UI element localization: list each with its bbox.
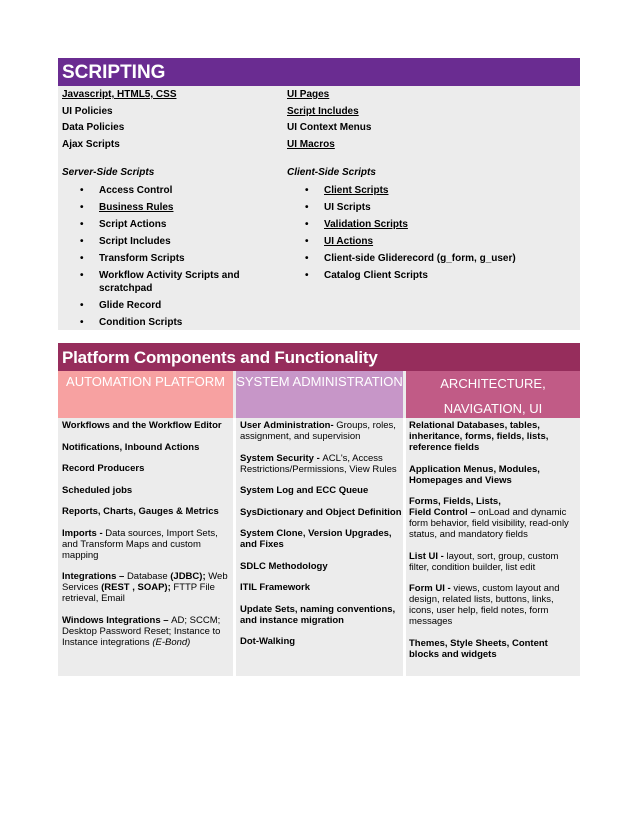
bullet-icon: • [80,236,84,247]
bullet-icon: • [305,253,309,264]
item-label: Catalog Client Scripts [324,270,428,281]
item-label: UI Scripts [324,202,371,213]
bullet-icon: • [80,317,84,328]
list-item [287,269,577,282]
list-item [62,218,287,231]
item-title: Forms, Fields, Lists, [409,496,501,507]
list-item [409,551,579,573]
ui-policies-label: UI Policies [62,105,113,117]
list-item [62,485,230,496]
list-item [62,201,287,214]
item-title: SDLC Methodology [240,560,328,572]
list-item [62,184,287,197]
link-validation-scripts[interactable]: Validation Scripts [324,219,408,230]
server-side-list [62,184,287,329]
item-title: Application Menus, Modules, Homepages and Views [409,463,540,486]
item-body: Database [126,571,171,582]
system-administration-header: SYSTEM ADMINISTRATION [236,371,403,418]
bullet-icon: • [80,219,84,230]
ajax-scripts-label: Ajax Scripts [62,138,120,150]
item-title: Integrations – [62,571,127,582]
link-client-scripts[interactable]: Client Scripts [324,185,389,196]
item-title: List UI - [409,550,447,562]
item-title: Workflows and the Workflow Editor [62,420,222,431]
scripting-title: SCRIPTING [58,58,580,86]
bullet-icon: • [80,270,84,281]
item-body: Groups, roles, assignment, and supervision [240,420,396,442]
list-item [240,528,403,550]
link-ui-actions[interactable]: UI Actions [324,236,374,247]
list-item [62,269,287,295]
item-title: Windows Integrations – [62,614,172,626]
client-side-list [287,184,577,282]
bullet-icon: • [305,219,309,230]
link-script-includes[interactable]: Script Includes [287,105,359,117]
item-title: Form UI - [409,583,454,594]
bullet-icon: • [80,253,84,264]
item-title: System Clone, Version Upgrades, and Fixes [240,528,392,550]
platform-title: Platform Components and Functionality [58,343,580,371]
list-item [62,420,230,431]
item-label: Transform Scripts [99,253,185,264]
list-item [62,615,230,648]
item-title: System Log and ECC Queue [240,485,369,496]
automation-platform-header: AUTOMATION PLATFORM [58,371,233,418]
item-title: Notifications, Inbound Actions [62,441,200,453]
item-title: Imports - [62,527,106,539]
list-item [240,485,403,496]
automation-column [62,420,230,658]
item-body: onLoad and dynamic form behavior, field visibility, read-only status, and mandatory fields [409,507,569,540]
item-title: System Security - [240,452,323,464]
scripting-section [58,58,580,330]
list-item [240,604,403,626]
item-title: Themes, Style Sheets, Content blocks and widgets [409,637,548,660]
item-body: views, custom layout and design, related lists, buttons, links, icons, user help, field notes, form messages [409,583,560,627]
item-title: ITIL Framework [240,582,311,593]
item-label: Glide Record [99,300,162,311]
item-label: Client-side Gliderecord (g_form, g_user) [324,253,516,264]
bullet-icon: • [80,300,84,311]
list-item [287,235,577,248]
bullet-icon: • [80,185,84,196]
list-item [287,252,577,265]
link-javascript-html5-css[interactable]: Javascript, HTML5, CSS [62,89,177,100]
item-label: Script Actions [99,219,167,230]
list-item [240,636,403,647]
item-title: Update Sets, naming conventions, and instance migration [240,603,396,626]
bullet-icon: • [305,202,309,213]
list-item [409,638,579,660]
list-item [409,420,579,453]
bullet-icon: • [80,202,84,213]
item-label: Workflow Activity Scripts and scratchpad [99,270,240,294]
item-title: Dot-Walking [240,636,296,647]
column-divider [403,418,406,676]
architecture-column [409,420,579,670]
link-ui-pages[interactable]: UI Pages [287,89,330,100]
item-title: Scheduled jobs [62,484,133,496]
item-title: Reports, Charts, Gauges & Metrics [62,506,219,517]
item-body: ACL's, Access Restrictions/Permissions, View Rules [240,452,397,475]
list-item [62,316,287,329]
bullet-icon: • [305,185,309,196]
item-title: Field Control – [409,507,479,518]
list-item [62,235,287,248]
list-item [62,442,230,453]
item-emphasis: (REST , SOAP); [101,582,171,593]
list-item [409,583,579,627]
list-item [62,528,230,561]
list-item [240,420,403,442]
list-item [287,218,577,231]
link-business-rules[interactable]: Business Rules [99,202,174,213]
list-item [62,463,230,474]
item-emphasis: (E-Bond) [152,636,191,648]
architecture-header-line1: ARCHITECTURE, [440,376,546,391]
scripting-right-column [287,87,577,286]
item-body: Web Services [62,571,228,593]
server-side-heading: Server-Side Scripts [62,166,155,178]
list-item [409,464,579,486]
item-title: Relational Databases, tables, inheritance, forms, fields, lists, reference fields [409,420,549,453]
item-body: layout, sort, group, custom filter, condition builder, list edit [409,550,559,573]
item-title: User Administration- [240,420,334,431]
item-body: AD; SCCM; Desktop Password Reset; Instance to Instance integrations [62,614,221,648]
list-item [287,184,577,197]
item-body: FTTP File retrieval, Email [62,582,215,604]
client-side-heading: Client-Side Scripts [287,166,376,178]
bullet-icon: • [305,270,309,281]
list-item [62,506,230,517]
column-divider [233,418,236,676]
list-item [240,561,403,572]
list-item [409,496,579,540]
list-item [62,252,287,265]
list-item [240,453,403,475]
architecture-header [406,371,580,418]
architecture-header-line2: NAVIGATION, UI [443,401,543,416]
list-item [240,507,403,518]
scripting-left-column [62,87,287,333]
link-ui-macros[interactable]: UI Macros [287,138,335,150]
list-item [62,299,287,312]
item-label: Condition Scripts [99,317,183,328]
ui-context-menus-label: UI Context Menus [287,122,372,133]
list-item [62,571,230,604]
item-title: Record Producers [62,463,145,474]
item-label: Access Control [99,185,173,196]
item-emphasis: (JDBC); [170,571,206,582]
data-policies-label: Data Policies [62,122,125,133]
list-item [240,582,403,593]
item-body: Data sources, Import Sets, and Transform Maps and custom mapping [62,527,218,561]
platform-section [58,343,580,676]
bullet-icon: • [305,236,309,247]
item-label: Script Includes [99,236,171,247]
system-administration-column [240,420,403,658]
list-item [287,201,577,214]
item-title: SysDictionary and Object Definition [240,506,402,518]
